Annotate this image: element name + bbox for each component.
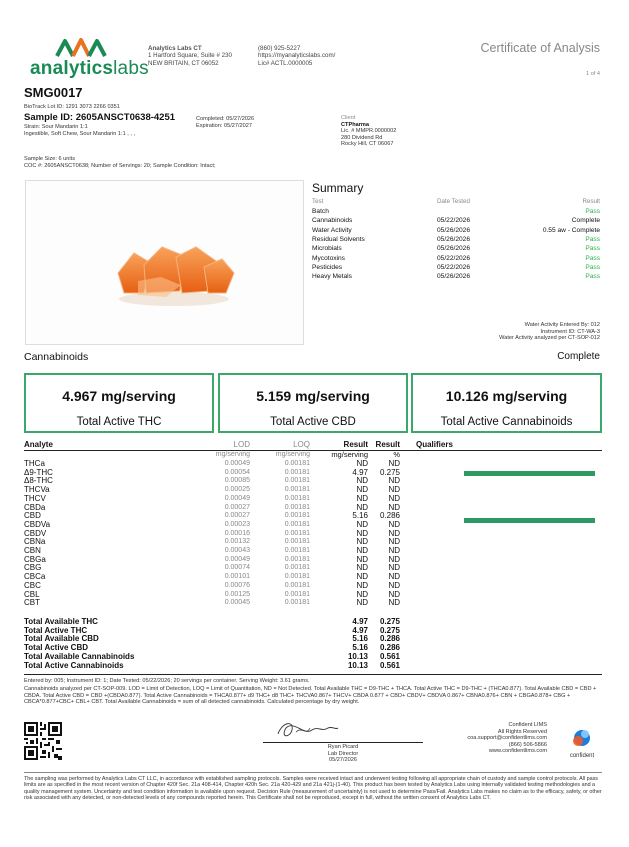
header-qualifiers: Qualifiers	[416, 440, 453, 449]
table-row	[24, 512, 404, 521]
analyte-result-pct: ND	[388, 519, 400, 529]
analyte-name: CBD	[24, 511, 41, 521]
analyte-result-pct: ND	[388, 580, 400, 590]
summary-row	[312, 273, 600, 282]
analyte-loq: 0.00181	[284, 590, 310, 598]
analyte-name: CBDa	[24, 502, 46, 512]
table-row	[24, 521, 404, 530]
qr-code[interactable]	[24, 722, 62, 760]
analyte-loq: 0.00181	[284, 512, 310, 520]
analyte-loq: 0.00181	[284, 573, 310, 581]
total-active-thc-box	[24, 373, 214, 433]
analyte-result-pct: 0.286	[379, 511, 400, 521]
summary-test: Cannabinoids	[312, 217, 353, 225]
analyte-result-pct: ND	[388, 476, 400, 486]
table-header	[24, 440, 453, 450]
analyte-lod: 0.00049	[224, 460, 250, 467]
lab-address-2: NEW BRITAIN, CT 06052	[148, 59, 219, 67]
total-name: Total Active Cannabinoids	[24, 660, 124, 670]
header-loq: LOQ	[293, 440, 310, 449]
analyte-loq: 0.00181	[284, 520, 310, 528]
total-active-thc-value: 4.967 mg/serving	[62, 388, 176, 404]
table-row	[24, 504, 404, 513]
analyte-name: THCa	[24, 459, 45, 468]
analyte-loq: 0.00181	[284, 599, 310, 607]
table-units	[24, 451, 404, 460]
summary-test: Microbials	[312, 245, 342, 253]
total-active-cannabinoids-label: Total Active Cannabinoids	[440, 416, 573, 428]
summary-date: 05/26/2026	[437, 235, 471, 243]
total-result-mg: 4.97	[352, 617, 368, 626]
analyte-result-pct: ND	[388, 502, 400, 512]
water-activity-instrument: Instrument ID: CT-WA-3	[540, 328, 600, 335]
analyte-loq: 0.00181	[284, 564, 310, 572]
analyte-loq: 0.00181	[284, 477, 310, 485]
summary-header-test: Test	[312, 198, 324, 205]
table-row	[24, 547, 404, 556]
total-result-pct: 0.286	[379, 643, 400, 653]
total-active-thc-label: Total Active THC	[76, 416, 162, 428]
summary-row	[312, 227, 600, 236]
signature-graphic	[272, 718, 342, 742]
analyte-lod: 0.00045	[224, 599, 250, 607]
footer-rule	[24, 772, 602, 773]
total-row	[24, 662, 404, 671]
total-name: Total Active THC	[24, 625, 88, 635]
analyte-result-pct: ND	[388, 485, 400, 495]
analyte-result-mg: ND	[356, 554, 368, 564]
lab-phone: (860) 925-5227	[258, 45, 301, 52]
summary-title: Summary	[312, 181, 364, 195]
summary-result: Complete	[571, 217, 600, 225]
summary-row	[312, 236, 600, 245]
signature-line	[263, 742, 423, 743]
summary-result: Pass	[585, 263, 600, 271]
analyte-result-mg: ND	[356, 546, 368, 555]
header-result-pct: Result	[375, 440, 400, 449]
analyte-result-mg: ND	[356, 580, 368, 590]
lab-logo-icon	[55, 36, 115, 58]
analyte-lod: 0.00023	[224, 520, 250, 528]
total-result-mg: 10.13	[347, 660, 368, 670]
confident-logo-icon	[571, 728, 593, 748]
qr-code-icon	[24, 722, 62, 760]
gummy-product-icon	[26, 181, 305, 346]
total-result-pct: 0.561	[379, 660, 400, 670]
summary-result: Pass	[585, 273, 600, 281]
document-title: Certificate of Analysis	[480, 41, 600, 55]
summary-test: Batch	[312, 208, 329, 215]
analyte-result-mg: ND	[356, 476, 368, 486]
analyte-result-mg: ND	[356, 519, 368, 529]
analyte-lod: 0.00049	[224, 555, 250, 563]
summary-date: 05/22/2026	[437, 254, 471, 262]
client-address-1: 280 Dividend Rd	[341, 134, 383, 141]
qualifier-bar-d9-thc	[464, 471, 595, 476]
method-note: Cannabinoids analyzed per CT-SOP-009. LOD = Limit of Detection, LOQ = Limit of Quantitation, ND = Not Detected. Total Available THC = D9-THC + THCA. Total Active THC = D9-THC + (THCA0.877). Total Available CBD = CBD + CBDA. Total Active CBD = CBD +(CBDA0.877). Total Active Cannabinoids = THCA0.877+ d9 THC+ d8 THC+ THCVA0.867+ THCV+ CBDA 0.877 + CBD+ CBDV+ CBDVA 0.867+ CBNA0.876+ CBN + CBGA0.878+ CBG + CBCA*0.877+CBC+ CBL+ CBT. Total Available Cannabinoids = sum of all detected cannabinoids. Calculated percentage by dry weight.	[24, 686, 597, 706]
sample-id: Sample ID: 2605ANSCT0638-4251	[24, 112, 176, 123]
analyte-result-mg: ND	[356, 563, 368, 573]
analyte-result-mg: ND	[356, 572, 368, 582]
lims-phone: (866) 506-5866	[508, 741, 547, 748]
analyte-result-pct: ND	[388, 554, 400, 564]
page-number: 1 of 4	[586, 71, 600, 77]
product-image	[25, 180, 304, 345]
total-name: Total Available CBD	[24, 634, 99, 644]
analyte-name: CBC	[24, 580, 41, 590]
unit-result-pct: %	[393, 450, 400, 459]
analyte-name: CBNa	[24, 537, 46, 547]
analyte-lod: 0.00054	[224, 468, 250, 476]
cannabinoids-status: Complete	[557, 351, 600, 362]
table-row	[24, 460, 404, 469]
analyte-name: THCVa	[24, 485, 50, 495]
table-row	[24, 486, 404, 495]
total-result-mg: 10.13	[347, 651, 368, 661]
sample-type: Ingestible, Soft Chew, Sour Mandarin 1:1 , , ,	[24, 131, 136, 137]
summary-row	[312, 264, 600, 273]
analyte-lod: 0.00125	[224, 590, 250, 598]
table-row	[24, 564, 404, 573]
summary-test: Heavy Metals	[312, 273, 352, 281]
analyte-lod: 0.00016	[224, 529, 250, 537]
analyte-name: CBG	[24, 563, 42, 573]
sample-name: SMG0017	[24, 85, 83, 100]
total-active-cbd-label: Total Active CBD	[270, 416, 356, 428]
disclaimer: The sampling was performed by Analytics Labs CT LLC, in accordance with established sampling protocols. Samples were received intact and underwent testing following all appropriate chain of custody and sample control protocols. All pass limits are as specified in the most recent version of Chapter 420f Sec. 21a 408-414, Chapter 420h Sec. 21a 420-429 and 21a 421j-(1-40). This product has been tested by Analytics Labs using internally validated testing methodologies and a quality management system. Uncertainty and test condition information is available upon request. Decision Rule (measurement of uncertainty) is not used to determine Pass/Fail. Analytics Labs makes no claim as to the efficacy, safety, or other risk associated with any detected, or non-detected levels of any compounds reported herein. This Certificate shall not be reproduced, except in full, without the written consent of Analytics Labs CT.	[24, 776, 602, 801]
analyte-result-mg: 5.16	[352, 511, 368, 521]
table-bottom-rule	[24, 674, 602, 675]
summary-result: 0.55 aw - Complete	[542, 226, 600, 234]
summary-result: Pass	[585, 245, 600, 253]
analyte-result-mg: 4.97	[352, 467, 368, 477]
cannabinoids-title: Cannabinoids	[24, 351, 89, 363]
logo-text-labs: labs	[113, 58, 149, 79]
analyte-result-pct: ND	[388, 546, 400, 555]
table-row	[24, 538, 404, 547]
lab-logo	[30, 36, 149, 82]
table-row	[24, 469, 404, 478]
total-name: Total Active CBD	[24, 643, 89, 653]
completed-date: Completed: 05/27/2026	[196, 116, 255, 122]
total-active-cbd-box	[218, 373, 408, 433]
water-activity-sop: Water Activity analyzed per CT-SOP-012	[499, 335, 600, 342]
total-result-mg: 4.97	[352, 625, 368, 635]
summary-date: 05/26/2026	[437, 226, 471, 234]
table-row	[24, 530, 404, 539]
header-result-mg: Result	[343, 440, 368, 449]
analyte-loq: 0.00181	[284, 494, 310, 502]
summary-date: 05/22/2026	[437, 263, 471, 271]
analyte-result-pct: ND	[388, 493, 400, 503]
analyte-loq: 0.00181	[284, 547, 310, 554]
summary-header-result: Result	[582, 198, 600, 205]
client-label: Client	[341, 115, 356, 121]
total-active-cannabinoids-box	[411, 373, 602, 433]
analyte-loq: 0.00181	[284, 538, 310, 546]
summary-row	[312, 255, 600, 264]
analyte-result-pct: ND	[388, 563, 400, 573]
lims-rights: All Rights Reserved	[497, 728, 547, 735]
analyte-result-pct: ND	[388, 537, 400, 547]
analyte-result-mg: ND	[356, 502, 368, 512]
analyte-lod: 0.00043	[224, 547, 250, 554]
summary-test: Mycotoxins	[312, 254, 345, 262]
lims-logo	[560, 728, 604, 760]
lab-name: Analytics Labs CT	[148, 45, 202, 52]
total-name: Total Available Cannabinoids	[24, 651, 135, 661]
entered-by-note: Entered by: 005; Instrument ID: 1; Date Tested: 05/22/2026; 20 servings per container. Serving Weight: 3.61 grams.	[24, 678, 310, 684]
water-activity-entered: Water Activity Entered By: 012	[524, 322, 600, 328]
table-row	[24, 591, 404, 600]
analyte-result-mg: ND	[356, 528, 368, 538]
table-row	[24, 477, 404, 486]
analyte-name: CBDVa	[24, 519, 51, 529]
total-name: Total Available THC	[24, 617, 98, 626]
analyte-lod: 0.00132	[224, 538, 250, 546]
total-result-mg: 5.16	[352, 634, 368, 644]
analyte-result-mg: ND	[356, 485, 368, 495]
summary-test: Residual Solvents	[312, 235, 365, 243]
analyte-lod: 0.00025	[224, 486, 250, 494]
analyte-loq: 0.00181	[284, 581, 310, 589]
lab-license: Lic# ACTL.0000005	[258, 59, 313, 67]
total-result-pct: 0.561	[379, 651, 400, 661]
analyte-result-mg: ND	[356, 589, 368, 599]
biotrack-lot-id: BioTrack Lot ID: 1291 3073 2266 0351	[24, 104, 120, 110]
table-row	[24, 556, 404, 565]
analyte-result-pct: ND	[388, 589, 400, 599]
summary-test: Water Activity	[312, 226, 352, 234]
coc-info: COC #: 2605ANSCT0638; Number of Servings: 20; Sample Condition: Intact;	[24, 163, 216, 169]
analyte-lod: 0.00049	[224, 494, 250, 502]
unit-lod: mg/serving	[215, 451, 250, 458]
summary-header-date: Date Tested	[437, 198, 470, 205]
total-active-cbd-value: 5.159 mg/serving	[256, 388, 370, 404]
client-license: Lic. # MMPR.0000002	[341, 128, 397, 135]
signer-title: Lab Director	[327, 750, 359, 757]
analyte-name: CBT	[24, 598, 40, 608]
summary-row	[312, 217, 600, 226]
signature-icon	[272, 718, 342, 742]
header-lod: LOD	[233, 440, 250, 449]
analyte-lod: 0.00085	[224, 477, 250, 485]
signature-date: 05/27/2026	[329, 757, 357, 764]
lab-address-1: 1 Hartford Square, Suite # 230	[148, 52, 232, 60]
total-active-cannabinoids-value: 10.126 mg/serving	[445, 388, 568, 404]
qualifier-bar-cbd	[464, 518, 595, 523]
analyte-name: THCV	[24, 493, 46, 503]
lims-logo-text: confident	[569, 753, 595, 759]
analyte-result-mg: ND	[356, 459, 368, 468]
unit-result-mg: mg/serving	[331, 450, 368, 459]
analyte-lod: 0.00074	[224, 564, 250, 572]
summary-test: Pesticides	[312, 263, 343, 271]
analyte-lod: 0.00027	[224, 503, 250, 511]
summary-row	[312, 208, 600, 217]
lims-name: Confident LIMS	[508, 722, 547, 728]
summary-date: 05/26/2026	[437, 273, 471, 281]
table-row	[24, 495, 404, 504]
lims-website[interactable]: www.confidentlims.com	[488, 748, 547, 755]
summary-result: Pass	[585, 235, 600, 243]
total-result-pct: 0.275	[379, 617, 400, 626]
table-row	[24, 582, 404, 591]
total-result-pct: 0.286	[379, 634, 400, 644]
analyte-loq: 0.00181	[284, 460, 310, 467]
analyte-loq: 0.00181	[284, 529, 310, 537]
logo-text-analytics: analytics	[30, 58, 114, 79]
analyte-lod: 0.00101	[224, 573, 250, 581]
analyte-loq: 0.00181	[284, 486, 310, 494]
expiration-date: Expiration: 05/27/2027	[196, 123, 252, 129]
lims-email[interactable]: coa.support@confidentlims.com	[467, 735, 547, 742]
summary-result: Pass	[585, 208, 600, 215]
summary-result: Pass	[585, 254, 600, 262]
analyte-result-mg: ND	[356, 493, 368, 503]
unit-loq: mg/serving	[275, 451, 310, 458]
analyte-result-pct: ND	[388, 598, 400, 608]
analyte-name: CBDV	[24, 528, 47, 538]
summary-header	[312, 198, 600, 207]
analyte-result-pct: ND	[388, 528, 400, 538]
analyte-name: CBL	[24, 589, 40, 599]
analyte-name: Δ8-THC	[24, 476, 53, 486]
analyte-loq: 0.00181	[284, 503, 310, 511]
analyte-result-mg: ND	[356, 537, 368, 547]
analyte-result-pct: ND	[388, 459, 400, 468]
total-result-mg: 5.16	[352, 643, 368, 653]
analyte-name: CBGa	[24, 554, 46, 564]
client-name: CTPharma	[341, 121, 369, 128]
analyte-name: Δ9-THC	[24, 467, 53, 477]
table-row	[24, 573, 404, 582]
client-address-2: Rocky Hill, CT 06067	[341, 141, 394, 148]
header-analyte: Analyte	[24, 440, 53, 449]
analyte-loq: 0.00181	[284, 468, 310, 476]
analyte-result-pct: 0.275	[379, 467, 400, 477]
analyte-result-mg: ND	[356, 598, 368, 608]
analyte-name: CBN	[24, 546, 41, 555]
signer-name: Ryan Picard	[327, 744, 359, 750]
analyte-result-pct: ND	[388, 572, 400, 582]
analyte-lod: 0.00027	[224, 512, 250, 520]
table-row	[24, 599, 404, 608]
summary-date: 05/26/2026	[437, 245, 471, 253]
analyte-lod: 0.00076	[224, 581, 250, 589]
summary-date: 05/22/2026	[437, 217, 471, 225]
sample-size: Sample Size: 6 units	[24, 156, 75, 162]
lab-website[interactable]: https://myanalyticslabs.com/	[258, 52, 336, 60]
summary-row	[312, 245, 600, 254]
sample-strain: Strain: Sour Mandarin 1:1	[24, 124, 88, 130]
analyte-name: CBCa	[24, 572, 46, 582]
total-result-pct: 0.275	[379, 625, 400, 635]
analyte-loq: 0.00181	[284, 555, 310, 563]
